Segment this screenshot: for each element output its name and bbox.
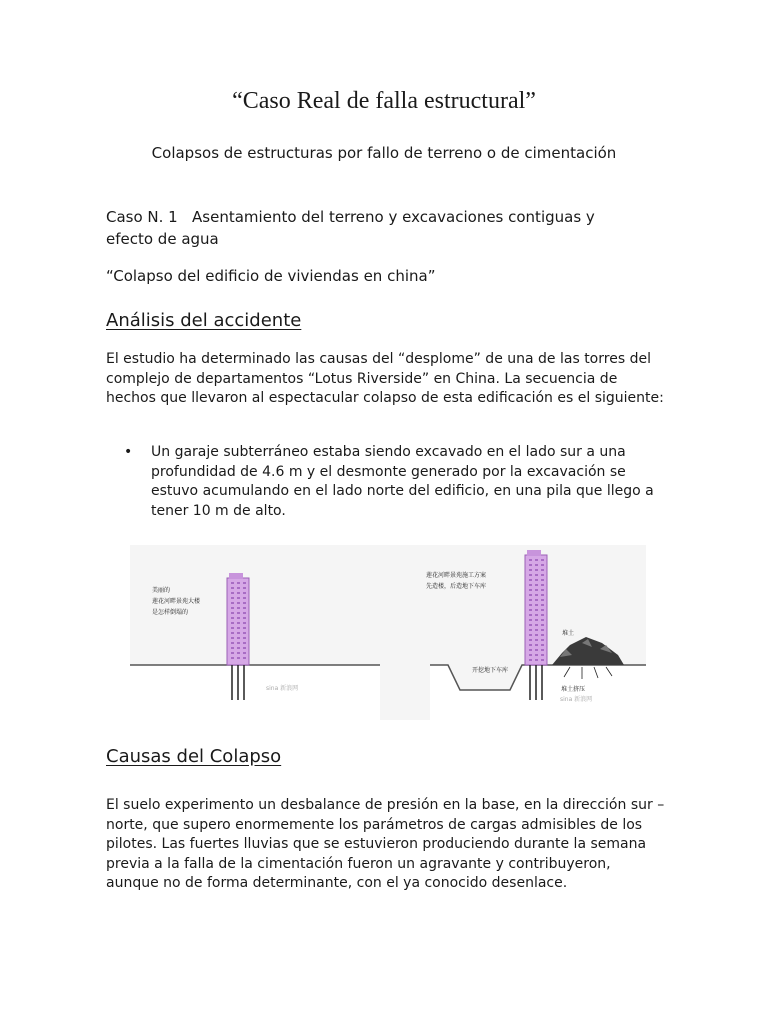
building-window [535,644,538,646]
building-window [237,587,240,589]
building-window [541,594,544,596]
building-window [529,639,532,641]
building-window [231,637,234,639]
building-window [243,587,246,589]
building-window [231,617,234,619]
building-window [529,564,532,566]
building-window [231,657,234,659]
building-window [541,609,544,611]
building-window [529,634,532,636]
right-caption-1: 莲花河畔景苑施工方案 [426,572,487,579]
building-window [237,597,240,599]
building-window [529,579,532,581]
building-window [243,627,246,629]
building-window [231,602,234,604]
building-window [535,559,538,561]
building-window [535,564,538,566]
building-window [243,617,246,619]
building-window [529,644,532,646]
building-window [231,622,234,624]
building-window [529,559,532,561]
building-window [529,584,532,586]
building-window [237,592,240,594]
building-window [237,632,240,634]
building-window [541,579,544,581]
building-window [529,569,532,571]
building-window [243,612,246,614]
building-window [231,642,234,644]
building-window [237,642,240,644]
label-pressure: 堆土挤压 [561,686,586,693]
building-window [541,559,544,561]
case-label: Caso N. 1 [106,208,178,226]
building-window [541,639,544,641]
building-window [535,634,538,636]
right-watermark: sina 新浪网 [560,696,593,703]
building-window [541,649,544,651]
building-window [529,594,532,596]
building-window [541,589,544,591]
left-watermark: sina 新浪网 [266,685,299,692]
building-window [535,654,538,656]
building-window [529,614,532,616]
building-window [237,617,240,619]
collapse-diagram [130,545,646,720]
building-window [529,654,532,656]
building-window [535,604,538,606]
building-window [237,612,240,614]
building-window [529,624,532,626]
building-window [541,604,544,606]
left-caption-1: 美丽的 [152,587,171,594]
causes-paragraph: El suelo experimento un desbalance de presión en la base, en la dirección sur – norte, que supero enormemente los parámetros de cargas admisibles de los pilotes. Las fuertes lluvias que se estuvieron produciendo durante la semana previa a la falla de la cimentación fueron un agravante y contribuyeron, aunque no de forma determinante, con el ya conocido desenlace. [106,797,665,891]
building-window [541,564,544,566]
left-ground-block [130,665,380,720]
building-window [231,607,234,609]
building-window [535,629,538,631]
building-window [237,622,240,624]
building-window [529,609,532,611]
building-window [237,657,240,659]
building-window [243,582,246,584]
building-window [243,637,246,639]
building-window [535,599,538,601]
building-window [529,589,532,591]
left-building [227,578,249,665]
building-window [529,649,532,651]
building-window [535,594,538,596]
left-caption-3: 是怎样倒塌的 [152,609,189,616]
building-window [541,569,544,571]
building-window [231,612,234,614]
building-window [231,587,234,589]
building-window [535,649,538,651]
building-window [541,659,544,661]
building-window [237,652,240,654]
building-window [535,614,538,616]
building-window [231,652,234,654]
right-building-windows [529,559,544,661]
building-window [535,579,538,581]
building-window [231,582,234,584]
building-window [535,619,538,621]
building-window [529,599,532,601]
building-window [231,597,234,599]
bullet-text: Un garaje subterráneo estaba siendo excavado en el lado sur a una profundidad de 4.6 m y el desmonte generado por la excavación se estuvo acumulando en el lado norte del edificio, en una pila que llego a tener 10 m de alto. [151,444,654,519]
building-window [529,629,532,631]
building-window [529,604,532,606]
document-title: “Caso Real de falla estructural” [232,88,536,114]
building-window [541,624,544,626]
building-window [243,592,246,594]
building-window [535,584,538,586]
building-window [243,647,246,649]
building-window [529,574,532,576]
building-window [541,614,544,616]
building-window [237,637,240,639]
building-window [535,639,538,641]
label-garage: 开挖地下车库 [472,667,509,674]
building-window [535,589,538,591]
building-window [243,602,246,604]
building-window [237,607,240,609]
bullet-dot-icon: • [124,444,133,460]
building-window [529,659,532,661]
building-window [231,647,234,649]
building-window [243,642,246,644]
building-window [541,654,544,656]
building-window [231,632,234,634]
case-heading [106,206,646,250]
left-caption-2: 莲花河畔景苑大楼 [152,598,201,605]
section-heading-analysis: Análisis del accidente [106,310,302,331]
building-window [231,627,234,629]
building-window [243,657,246,659]
building-window [237,647,240,649]
building-window [535,659,538,661]
analysis-paragraph: El estudio ha determinado las causas del “desplome” de una de las torres del complejo de departamentos “Lotus Riverside” en China. La secuencia de hechos que llevaron al espectacular colapso de esta edificación es el siguiente: [106,351,664,406]
building-window [541,599,544,601]
building-window [535,569,538,571]
left-building-roof [229,573,243,579]
building-window [541,634,544,636]
right-building-roof [527,550,541,556]
building-window [237,582,240,584]
section-heading-causes: Causas del Colapso [106,746,282,767]
building-window [243,632,246,634]
building-window [237,627,240,629]
document-subtitle: Colapsos de estructuras por fallo de terreno o de cimentación [151,144,617,162]
building-window [535,624,538,626]
building-window [535,609,538,611]
label-pile: 堆土 [562,630,575,637]
building-window [541,584,544,586]
building-window [243,622,246,624]
building-window [541,619,544,621]
building-window [535,574,538,576]
building-window [231,592,234,594]
case-description: Asentamiento del terreno y excavaciones contiguas y efecto de agua [106,208,595,248]
right-caption-2: 先造楼，后造地下车库 [426,583,487,590]
building-window [541,574,544,576]
building-window [541,644,544,646]
building-window [243,607,246,609]
building-window [237,602,240,604]
building-window [529,619,532,621]
collapse-diagram-figure [130,545,646,720]
bullet-item [124,443,664,521]
case-quote: “Colapso del edificio de viviendas en china” [106,267,436,285]
building-window [243,652,246,654]
building-window [243,597,246,599]
building-window [541,629,544,631]
